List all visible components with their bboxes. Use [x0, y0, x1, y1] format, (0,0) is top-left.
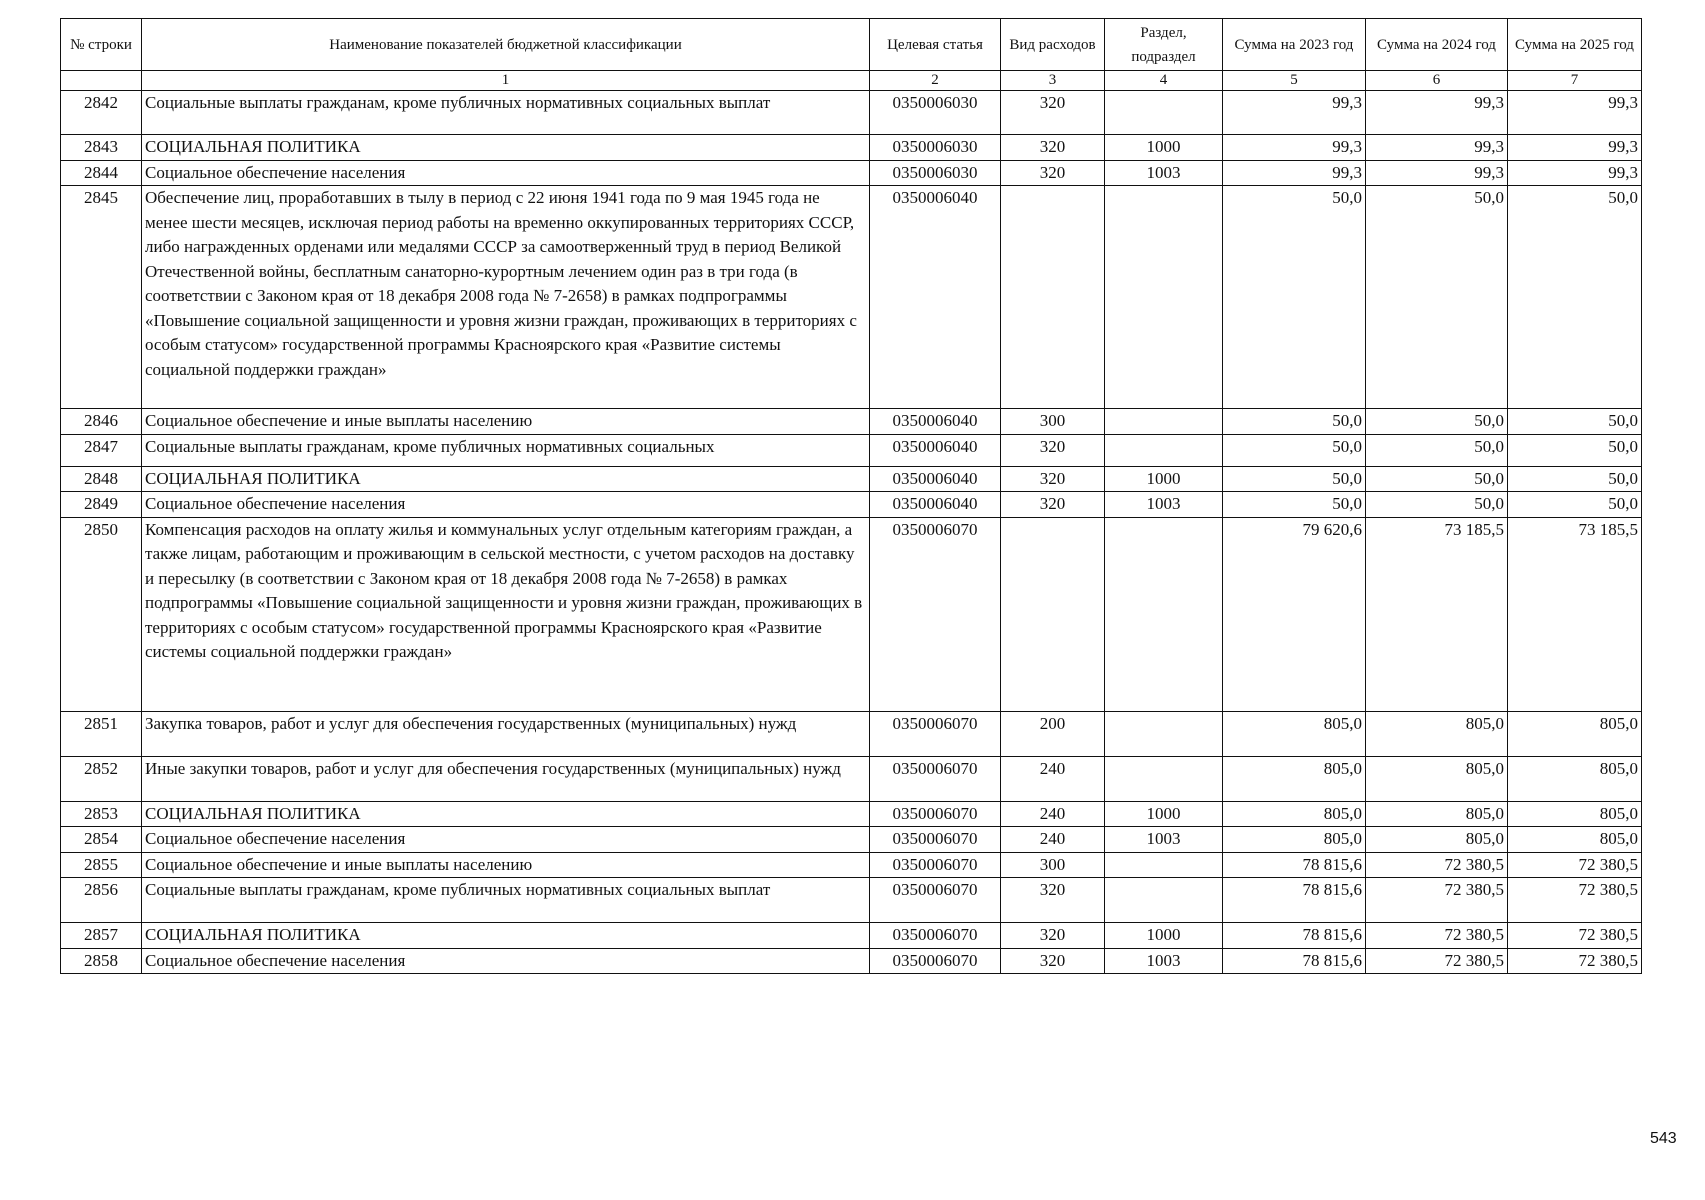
row-sum-2025: 805,0 — [1508, 711, 1642, 756]
table-row — [61, 923, 1642, 949]
row-number: 2858 — [61, 948, 142, 974]
row-section — [1105, 186, 1223, 409]
row-section — [1105, 711, 1223, 756]
header-sum-2023: Сумма на 2023 год — [1223, 19, 1366, 71]
row-sum-2024: 50,0 — [1366, 409, 1508, 435]
table-row — [61, 409, 1642, 435]
row-sum-2025: 50,0 — [1508, 409, 1642, 435]
row-sum-2025: 72 380,5 — [1508, 923, 1642, 949]
row-sum-2025: 805,0 — [1508, 756, 1642, 801]
row-sum-2024: 72 380,5 — [1366, 923, 1508, 949]
table-row — [61, 434, 1642, 466]
page-number: 543 — [1650, 1130, 1677, 1147]
row-sum-2023: 78 815,6 — [1223, 948, 1366, 974]
table-row — [61, 852, 1642, 878]
row-sum-2025: 50,0 — [1508, 492, 1642, 518]
row-name: Социальное обеспечение населения — [142, 160, 870, 186]
row-target-code: 0350006040 — [870, 186, 1001, 409]
row-number: 2850 — [61, 517, 142, 711]
row-number: 2851 — [61, 711, 142, 756]
row-number: 2852 — [61, 756, 142, 801]
row-name: Социальные выплаты гражданам, кроме публичных нормативных социальных — [142, 434, 870, 466]
row-sum-2025: 805,0 — [1508, 801, 1642, 827]
row-name: Социальное обеспечение населения — [142, 948, 870, 974]
row-name: Закупка товаров, работ и услуг для обеспечения государственных (муниципальных) нужд — [142, 711, 870, 756]
row-sum-2023: 50,0 — [1223, 434, 1366, 466]
row-sum-2024: 99,3 — [1366, 135, 1508, 161]
row-sum-2023: 79 620,6 — [1223, 517, 1366, 711]
row-sum-2025: 73 185,5 — [1508, 517, 1642, 711]
row-sum-2025: 99,3 — [1508, 135, 1642, 161]
column-number: 7 — [1508, 71, 1642, 91]
row-sum-2025: 72 380,5 — [1508, 948, 1642, 974]
row-name: Социальное обеспечение и иные выплаты населению — [142, 852, 870, 878]
row-expense-type: 320 — [1001, 91, 1105, 135]
row-section: 1003 — [1105, 492, 1223, 518]
row-name: Компенсация расходов на оплату жилья и коммунальных услуг отдельным категориям граждан, а также лицам, работающим и проживающим в сельской местности, с учетом расходов на доставку и пересылку (в соответствии с Законом края от 18 декабря 2008 года № 7-2658) в рамках подпрограммы «Повышение социальной защищенности и уровня жизни граждан, проживающих в территориях с особым статусом» государственной программы Красноярского края «Развитие системы социальной поддержки граждан» — [142, 517, 870, 711]
column-number: 4 — [1105, 71, 1223, 91]
row-target-code: 0350006030 — [870, 135, 1001, 161]
row-section — [1105, 409, 1223, 435]
row-sum-2024: 805,0 — [1366, 756, 1508, 801]
budget-table — [60, 18, 1642, 974]
row-section: 1003 — [1105, 160, 1223, 186]
row-sum-2024: 50,0 — [1366, 466, 1508, 492]
row-sum-2025: 72 380,5 — [1508, 852, 1642, 878]
row-name: СОЦИАЛЬНАЯ ПОЛИТИКА — [142, 801, 870, 827]
row-expense-type: 240 — [1001, 756, 1105, 801]
row-section — [1105, 517, 1223, 711]
row-sum-2023: 805,0 — [1223, 827, 1366, 853]
table-row — [61, 827, 1642, 853]
row-name: СОЦИАЛЬНАЯ ПОЛИТИКА — [142, 923, 870, 949]
row-sum-2025: 50,0 — [1508, 466, 1642, 492]
row-sum-2023: 78 815,6 — [1223, 878, 1366, 923]
row-expense-type: 320 — [1001, 466, 1105, 492]
row-target-code: 0350006070 — [870, 711, 1001, 756]
header-expense-type: Вид расходов — [1001, 19, 1105, 71]
row-number: 2843 — [61, 135, 142, 161]
row-sum-2023: 50,0 — [1223, 186, 1366, 409]
row-sum-2024: 805,0 — [1366, 801, 1508, 827]
row-expense-type — [1001, 517, 1105, 711]
row-sum-2023: 99,3 — [1223, 160, 1366, 186]
table-row — [61, 878, 1642, 923]
row-name: Социальные выплаты гражданам, кроме публичных нормативных социальных выплат — [142, 91, 870, 135]
table-row — [61, 91, 1642, 135]
column-number: 3 — [1001, 71, 1105, 91]
table-body — [61, 91, 1642, 974]
row-target-code: 0350006040 — [870, 466, 1001, 492]
row-name: СОЦИАЛЬНАЯ ПОЛИТИКА — [142, 135, 870, 161]
row-target-code: 0350006040 — [870, 434, 1001, 466]
row-sum-2024: 99,3 — [1366, 91, 1508, 135]
column-number: 5 — [1223, 71, 1366, 91]
table-row — [61, 466, 1642, 492]
row-expense-type: 300 — [1001, 409, 1105, 435]
row-target-code: 0350006030 — [870, 91, 1001, 135]
row-sum-2025: 50,0 — [1508, 434, 1642, 466]
table-row — [61, 948, 1642, 974]
table-row — [61, 517, 1642, 711]
table-header-row — [61, 19, 1642, 71]
header-row-no: № строки — [61, 19, 142, 71]
row-section: 1000 — [1105, 466, 1223, 492]
row-name: Обеспечение лиц, проработавших в тылу в период с 22 июня 1941 года по 9 мая 1945 года не менее шести месяцев, исключая период работы на временно оккупированных территориях СССР, либо награжденных орденами или медалями СССР за самоотверженный труд в период Великой Отечественной войны, бесплатным санаторно-курортным лечением один раз в три года (в соответствии с Законом края от 18 декабря 2008 года № 7-2658) в рамках подпрограммы «Повышение социальной защищенности и уровня жизни граждан, проживающих в территориях с особым статусом» государственной программы Красноярского края «Развитие системы социальной поддержки граждан» — [142, 186, 870, 409]
row-number: 2849 — [61, 492, 142, 518]
row-target-code: 0350006070 — [870, 923, 1001, 949]
table-row — [61, 186, 1642, 409]
row-sum-2024: 50,0 — [1366, 434, 1508, 466]
row-sum-2024: 805,0 — [1366, 711, 1508, 756]
row-section: 1003 — [1105, 827, 1223, 853]
row-expense-type — [1001, 186, 1105, 409]
column-number — [61, 71, 142, 91]
table-row — [61, 135, 1642, 161]
row-number: 2847 — [61, 434, 142, 466]
row-sum-2024: 72 380,5 — [1366, 948, 1508, 974]
row-sum-2023: 99,3 — [1223, 135, 1366, 161]
row-number: 2848 — [61, 466, 142, 492]
row-target-code: 0350006070 — [870, 827, 1001, 853]
row-sum-2023: 805,0 — [1223, 711, 1366, 756]
row-section — [1105, 756, 1223, 801]
row-section — [1105, 434, 1223, 466]
row-sum-2023: 50,0 — [1223, 492, 1366, 518]
row-section: 1000 — [1105, 923, 1223, 949]
row-expense-type: 240 — [1001, 801, 1105, 827]
row-number: 2855 — [61, 852, 142, 878]
row-name: Социальное обеспечение населения — [142, 492, 870, 518]
row-number: 2853 — [61, 801, 142, 827]
row-name: Социальное обеспечение населения — [142, 827, 870, 853]
row-target-code: 0350006070 — [870, 878, 1001, 923]
column-number: 1 — [142, 71, 870, 91]
row-name: Социальное обеспечение и иные выплаты населению — [142, 409, 870, 435]
row-expense-type: 320 — [1001, 492, 1105, 518]
table-row — [61, 492, 1642, 518]
table-row — [61, 756, 1642, 801]
row-expense-type: 300 — [1001, 852, 1105, 878]
row-expense-type: 320 — [1001, 923, 1105, 949]
table-row — [61, 801, 1642, 827]
row-target-code: 0350006040 — [870, 492, 1001, 518]
row-sum-2023: 805,0 — [1223, 801, 1366, 827]
row-expense-type: 320 — [1001, 160, 1105, 186]
table-row — [61, 711, 1642, 756]
table-row — [61, 160, 1642, 186]
header-name: Наименование показателей бюджетной классификации — [142, 19, 870, 71]
row-expense-type: 200 — [1001, 711, 1105, 756]
row-sum-2024: 72 380,5 — [1366, 878, 1508, 923]
row-number: 2856 — [61, 878, 142, 923]
row-sum-2023: 50,0 — [1223, 466, 1366, 492]
row-sum-2025: 99,3 — [1508, 91, 1642, 135]
row-target-code: 0350006070 — [870, 948, 1001, 974]
row-sum-2023: 78 815,6 — [1223, 852, 1366, 878]
row-section: 1000 — [1105, 135, 1223, 161]
row-target-code: 0350006070 — [870, 756, 1001, 801]
row-sum-2025: 72 380,5 — [1508, 878, 1642, 923]
header-sum-2025: Сумма на 2025 год — [1508, 19, 1642, 71]
row-expense-type: 240 — [1001, 827, 1105, 853]
row-target-code: 0350006070 — [870, 852, 1001, 878]
row-sum-2024: 99,3 — [1366, 160, 1508, 186]
row-target-code: 0350006030 — [870, 160, 1001, 186]
row-sum-2024: 50,0 — [1366, 186, 1508, 409]
row-name: СОЦИАЛЬНАЯ ПОЛИТИКА — [142, 466, 870, 492]
row-section — [1105, 878, 1223, 923]
row-sum-2023: 99,3 — [1223, 91, 1366, 135]
row-number: 2854 — [61, 827, 142, 853]
header-target: Целевая статья — [870, 19, 1001, 71]
row-expense-type: 320 — [1001, 948, 1105, 974]
row-number: 2846 — [61, 409, 142, 435]
row-sum-2023: 50,0 — [1223, 409, 1366, 435]
row-expense-type: 320 — [1001, 878, 1105, 923]
row-name: Иные закупки товаров, работ и услуг для обеспечения государственных (муниципальных) нужд — [142, 756, 870, 801]
row-sum-2024: 805,0 — [1366, 827, 1508, 853]
column-number: 6 — [1366, 71, 1508, 91]
row-number: 2844 — [61, 160, 142, 186]
row-section: 1003 — [1105, 948, 1223, 974]
row-expense-type: 320 — [1001, 135, 1105, 161]
row-number: 2845 — [61, 186, 142, 409]
row-target-code: 0350006040 — [870, 409, 1001, 435]
row-sum-2025: 805,0 — [1508, 827, 1642, 853]
header-section: Раздел, подраздел — [1105, 19, 1223, 71]
row-target-code: 0350006070 — [870, 517, 1001, 711]
row-sum-2024: 73 185,5 — [1366, 517, 1508, 711]
row-section — [1105, 852, 1223, 878]
row-sum-2023: 78 815,6 — [1223, 923, 1366, 949]
row-sum-2025: 50,0 — [1508, 186, 1642, 409]
column-numbers-row — [61, 71, 1642, 91]
row-sum-2024: 50,0 — [1366, 492, 1508, 518]
row-sum-2025: 99,3 — [1508, 160, 1642, 186]
row-name: Социальные выплаты гражданам, кроме публичных нормативных социальных выплат — [142, 878, 870, 923]
row-section: 1000 — [1105, 801, 1223, 827]
row-target-code: 0350006070 — [870, 801, 1001, 827]
row-expense-type: 320 — [1001, 434, 1105, 466]
column-number: 2 — [870, 71, 1001, 91]
row-sum-2023: 805,0 — [1223, 756, 1366, 801]
header-sum-2024: Сумма на 2024 год — [1366, 19, 1508, 71]
row-number: 2842 — [61, 91, 142, 135]
row-section — [1105, 91, 1223, 135]
row-sum-2024: 72 380,5 — [1366, 852, 1508, 878]
row-number: 2857 — [61, 923, 142, 949]
